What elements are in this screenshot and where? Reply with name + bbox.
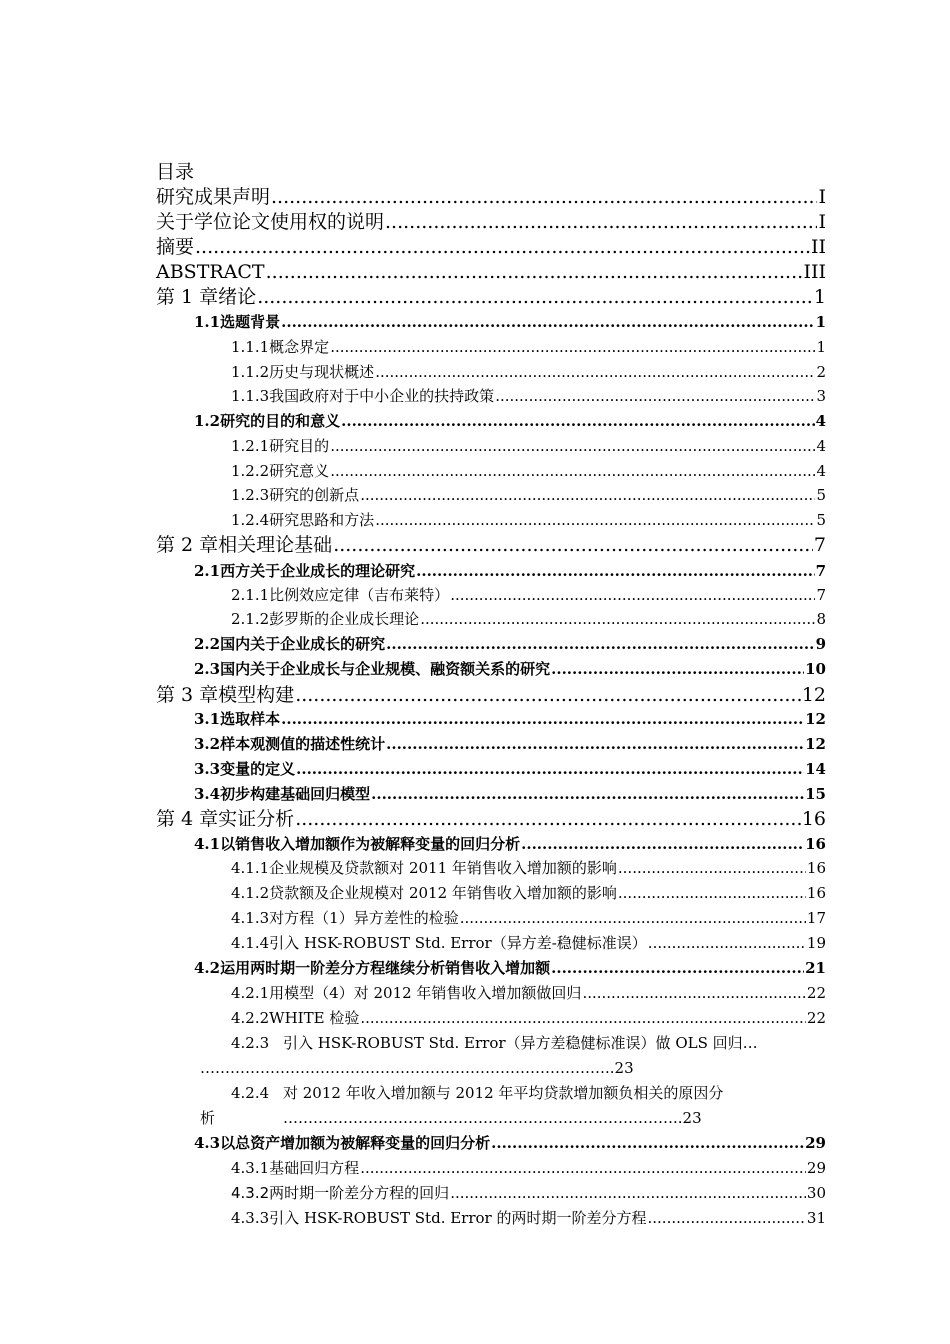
- toc-subsection-4-2-4-continuation-leader: ……………………………………………………………………..23: [283, 1109, 702, 1127]
- toc-entry-page: 12: [805, 710, 826, 728]
- toc-entry-page: 16: [806, 884, 826, 902]
- toc-entry-page: 31: [806, 1209, 826, 1227]
- subsection-title: 引入 HSK-ROBUST Std. Error 的两时期一阶差分方程: [269, 1209, 647, 1227]
- subsection-number: 2.1.2: [231, 610, 270, 628]
- dot-leader: [330, 460, 815, 482]
- toc-entry-page: 10: [805, 660, 826, 678]
- toc-entry-page: I: [818, 186, 826, 208]
- subsection-title: 引入 HSK-ROBUST Std. Error（异方差-稳健标准误）: [269, 934, 647, 952]
- subsection-title: 引入 HSK-ROBUST Std. Error（异方差稳健标准误）做 OLS 回归…: [283, 1034, 758, 1052]
- chapter-number: 第 4 章: [156, 808, 219, 830]
- toc-subsection-1-1-2[interactable]: [231, 361, 826, 383]
- section-number: 1.2: [194, 412, 221, 430]
- toc-subsection-4-1-3[interactable]: [231, 907, 826, 929]
- dot-leader: [648, 932, 806, 954]
- toc-section-4-3[interactable]: [194, 1132, 826, 1154]
- subsection-title: 我国政府对于中小企业的扶持政策: [269, 387, 495, 405]
- dot-leader: [551, 658, 804, 680]
- subsection-number: 2.1.1: [231, 586, 270, 604]
- dot-leader: [281, 311, 814, 333]
- subsection-number: 1.2.1: [231, 437, 270, 455]
- section-title: 以销售收入增加额作为被解释变量的回归分析: [220, 835, 521, 853]
- toc-entry-page: 3: [816, 387, 826, 405]
- section-number: 3.2: [194, 735, 221, 753]
- toc-entry-text: ABSTRACT: [156, 261, 265, 283]
- subsection-number: 4.2.2: [231, 1009, 270, 1027]
- section-title: 初步构建基础回归模型: [220, 785, 371, 803]
- dot-leader: [271, 185, 817, 209]
- toc-entry-page: 4: [815, 412, 826, 430]
- toc-entry-page: 12: [801, 684, 826, 706]
- dot-leader: [330, 435, 815, 457]
- toc-subsection-4-3-1[interactable]: [231, 1157, 826, 1179]
- toc-subsection-4-2-1[interactable]: [231, 982, 826, 1004]
- subsection-number: 4.3.3: [231, 1209, 270, 1227]
- toc-subsection-1-2-3[interactable]: [231, 484, 826, 506]
- subsection-number: 4.1.4: [231, 934, 270, 952]
- toc-section-2-1[interactable]: [194, 560, 826, 582]
- subsection-number: 1.1.1: [231, 338, 270, 356]
- toc-entry-page: 16: [806, 859, 826, 877]
- chapter-title: 模型构建: [218, 684, 295, 706]
- dot-leader: [375, 509, 815, 531]
- toc-entry-page: 21: [805, 959, 826, 977]
- subsection-number: 4.2.3: [231, 1034, 270, 1052]
- dot-leader: [420, 608, 815, 630]
- dot-leader: [460, 907, 806, 929]
- dot-leader: [618, 857, 806, 879]
- toc-entry-page: 22: [806, 1009, 826, 1027]
- toc-section-2-2[interactable]: [194, 633, 826, 655]
- dot-leader: [281, 708, 804, 730]
- toc-subsection-1-2-4[interactable]: [231, 509, 826, 531]
- toc-entry-page: 30: [806, 1184, 826, 1202]
- dot-leader: [257, 285, 813, 309]
- section-number: 2.3: [194, 660, 221, 678]
- toc-subsection-1-2-1[interactable]: [231, 435, 826, 457]
- subsection-title: 用模型（4）对 2012 年销售收入增加额做回归: [269, 984, 582, 1002]
- toc-entry-page: 7: [813, 534, 826, 556]
- toc-section-4-1[interactable]: [194, 833, 826, 855]
- toc-subsection-1-1-1[interactable]: [231, 336, 826, 358]
- toc-section-3-3[interactable]: [194, 758, 826, 780]
- subsection-title: 研究意义: [269, 462, 330, 480]
- toc-title: 目录: [156, 161, 195, 183]
- toc-subsection-4-1-1[interactable]: [231, 857, 826, 879]
- subsection-title: 基础回归方程: [269, 1159, 360, 1177]
- toc-entry-page: 9: [815, 635, 826, 653]
- toc-entry-text: 摘要: [156, 236, 195, 258]
- chapter-title: 实证分析: [218, 808, 295, 830]
- toc-entry-page: 7: [816, 586, 826, 604]
- toc-chapter-2[interactable]: [156, 533, 826, 557]
- dot-leader: [295, 807, 801, 831]
- toc-entry-page: 12: [805, 735, 826, 753]
- section-title: 国内关于企业成长与企业规模、融资额关系的研究: [220, 660, 551, 678]
- toc-section-3-1[interactable]: [194, 708, 826, 730]
- toc-entry-page: 2: [816, 363, 826, 381]
- dot-leader: [360, 1007, 806, 1029]
- dot-leader: [582, 982, 805, 1004]
- chapter-number: 第 1 章: [156, 286, 219, 308]
- subsection-number: 1.2.4: [231, 511, 270, 529]
- toc-entry-page: 4: [816, 437, 826, 455]
- section-number: 4.3: [194, 1134, 221, 1152]
- toc-subsection-4-2-3[interactable]: [231, 1032, 826, 1054]
- toc-section-3-4[interactable]: [194, 783, 826, 805]
- dot-leader: [618, 882, 806, 904]
- toc-entry-page: 1: [813, 286, 826, 308]
- dot-leader: [295, 683, 801, 707]
- dot-leader: [385, 210, 817, 234]
- subsection-title: 对 2012 年收入增加额与 2012 年平均贷款增加额负相关的原因分: [283, 1084, 724, 1102]
- toc-chapter-4[interactable]: [156, 807, 826, 831]
- dot-leader: [266, 260, 803, 284]
- toc-entry-page: 22: [806, 984, 826, 1002]
- toc-entry-page: I: [818, 211, 826, 233]
- dot-leader: [341, 410, 814, 432]
- toc-chapter-3[interactable]: [156, 683, 826, 707]
- toc-entry-text: 关于学位论文使用权的说明: [156, 211, 385, 233]
- section-number: 4.1: [194, 835, 221, 853]
- toc-entry-page: 19: [806, 934, 826, 952]
- chapter-number: 第 3 章: [156, 684, 219, 706]
- dot-leader: [416, 560, 814, 582]
- toc-entry-page: 16: [805, 835, 826, 853]
- dot-leader: [450, 1182, 806, 1204]
- subsection-number: 4.1.3: [231, 909, 270, 927]
- subsection-title: 研究思路和方法: [269, 511, 375, 529]
- toc-subsection-4-1-4[interactable]: [231, 932, 826, 954]
- toc-entry-page: 5: [816, 511, 826, 529]
- dot-leader: [450, 584, 815, 606]
- section-title: 以总资产增加额为被解释变量的回归分析: [220, 1134, 491, 1152]
- section-title: 变量的定义: [220, 760, 296, 778]
- toc-entry-page: II: [810, 236, 826, 258]
- chapter-number: 第 2 章: [156, 534, 219, 556]
- toc-entry-page: 4: [816, 462, 826, 480]
- toc-section-2-3[interactable]: [194, 658, 826, 680]
- toc-entry-page: 16: [801, 808, 826, 830]
- dot-leader: [551, 957, 804, 979]
- dot-leader: [386, 733, 804, 755]
- dot-leader: [360, 1157, 806, 1179]
- toc-entry-front-1[interactable]: [156, 185, 826, 209]
- section-number: 4.2: [194, 959, 221, 977]
- section-number: 1.1: [194, 313, 221, 331]
- subsection-number: 1.1.3: [231, 387, 270, 405]
- subsection-number: 4.2.1: [231, 984, 270, 1002]
- toc-subsection-2-1-2[interactable]: [231, 608, 826, 630]
- toc-entry-front-3[interactable]: [156, 235, 826, 259]
- section-number: 2.1: [194, 562, 221, 580]
- subsection-title: 彭罗斯的企业成长理论: [269, 610, 420, 628]
- toc-entry-page: III: [803, 261, 826, 283]
- subsection-title: 历史与现状概述: [269, 363, 375, 381]
- toc-entry-page: 29: [805, 1134, 826, 1152]
- chapter-title: 相关理论基础: [218, 534, 333, 556]
- subsection-number: 4.2.4: [231, 1084, 270, 1102]
- toc-entry-page: 17: [806, 909, 826, 927]
- toc-entry-page: 29: [806, 1159, 826, 1177]
- dot-leader: [521, 833, 804, 855]
- toc-section-1-2[interactable]: [194, 410, 826, 432]
- subsection-title: 研究目的: [269, 437, 330, 455]
- subsection-number: 4.3.1: [231, 1159, 270, 1177]
- subsection-title: 概念界定: [269, 338, 330, 356]
- section-number: 3.1: [194, 710, 221, 728]
- toc-section-4-2[interactable]: [194, 957, 826, 979]
- toc-entry-page: 7: [815, 562, 826, 580]
- toc-subsection-1-1-3[interactable]: [231, 385, 826, 407]
- toc-subsection-4-3-3[interactable]: [231, 1207, 826, 1229]
- section-title: 选题背景: [220, 313, 281, 331]
- toc-subsection-4-2-4-continuation-char: 析: [200, 1109, 216, 1127]
- section-number: 3.4: [194, 785, 221, 803]
- subsection-number: 1.2.3: [231, 486, 270, 504]
- dot-leader: [648, 1207, 806, 1229]
- toc-entry-page: 1: [816, 338, 826, 356]
- section-title: 国内关于企业成长的研究: [220, 635, 386, 653]
- subsection-number: 1.1.2: [231, 363, 270, 381]
- toc-subsection-4-2-2[interactable]: [231, 1007, 826, 1029]
- subsection-title: 比例效应定律（吉布莱特）: [269, 586, 450, 604]
- dot-leader: [491, 1132, 804, 1154]
- toc-subsection-4-2-3-continuation: ………………………………………………………………………..23: [200, 1059, 634, 1077]
- toc-entry-page: 14: [805, 760, 826, 778]
- section-number: 3.3: [194, 760, 221, 778]
- section-title: 选取样本: [220, 710, 281, 728]
- toc-entry-text: 研究成果声明: [156, 186, 271, 208]
- dot-leader: [495, 385, 815, 407]
- toc-subsection-4-3-2[interactable]: [231, 1182, 826, 1204]
- toc-chapter-1[interactable]: [156, 285, 826, 309]
- toc-entry-page: 8: [816, 610, 826, 628]
- subsection-title: 企业规模及贷款额对 2011 年销售收入增加额的影响: [269, 859, 617, 877]
- toc-entry-page: 15: [805, 785, 826, 803]
- dot-leader: [386, 633, 814, 655]
- dot-leader: [360, 484, 815, 506]
- dot-leader: [371, 783, 804, 805]
- toc-section-1-1[interactable]: [194, 311, 826, 333]
- subsection-number: 4.3.2: [231, 1184, 270, 1202]
- toc-subsection-2-1-1[interactable]: [231, 584, 826, 606]
- toc-entry-front-4[interactable]: [156, 260, 826, 284]
- section-title: 研究的目的和意义: [220, 412, 341, 430]
- subsection-title: 两时期一阶差分方程的回归: [269, 1184, 450, 1202]
- section-number: 2.2: [194, 635, 221, 653]
- section-title: 西方关于企业成长的理论研究: [220, 562, 416, 580]
- dot-leader: [330, 336, 815, 358]
- toc-subsection-4-2-4[interactable]: [231, 1082, 826, 1104]
- section-title: 样本观测值的描述性统计: [220, 735, 386, 753]
- toc-entry-page: 1: [815, 313, 826, 331]
- toc-entry-page: 5: [816, 486, 826, 504]
- toc-subsection-4-1-2[interactable]: [231, 882, 826, 904]
- subsection-title: WHITE 检验: [269, 1009, 360, 1027]
- subsection-number: 4.1.1: [231, 859, 270, 877]
- dot-leader: [333, 533, 813, 557]
- subsection-title: 对方程（1）异方差性的检验: [269, 909, 459, 927]
- toc-section-3-2[interactable]: [194, 733, 826, 755]
- dot-leader: [195, 235, 810, 259]
- toc-entry-front-2[interactable]: [156, 210, 826, 234]
- dot-leader: [296, 758, 804, 780]
- subsection-number: 1.2.2: [231, 462, 270, 480]
- subsection-title: 贷款额及企业规模对 2012 年销售收入增加额的影响: [269, 884, 617, 902]
- subsection-title: 研究的创新点: [269, 486, 360, 504]
- dot-leader: [375, 361, 815, 383]
- subsection-number: 4.1.2: [231, 884, 270, 902]
- toc-subsection-1-2-2[interactable]: [231, 460, 826, 482]
- section-title: 运用两时期一阶差分方程继续分析销售收入增加额: [220, 959, 551, 977]
- chapter-title: 绪论: [218, 286, 257, 308]
